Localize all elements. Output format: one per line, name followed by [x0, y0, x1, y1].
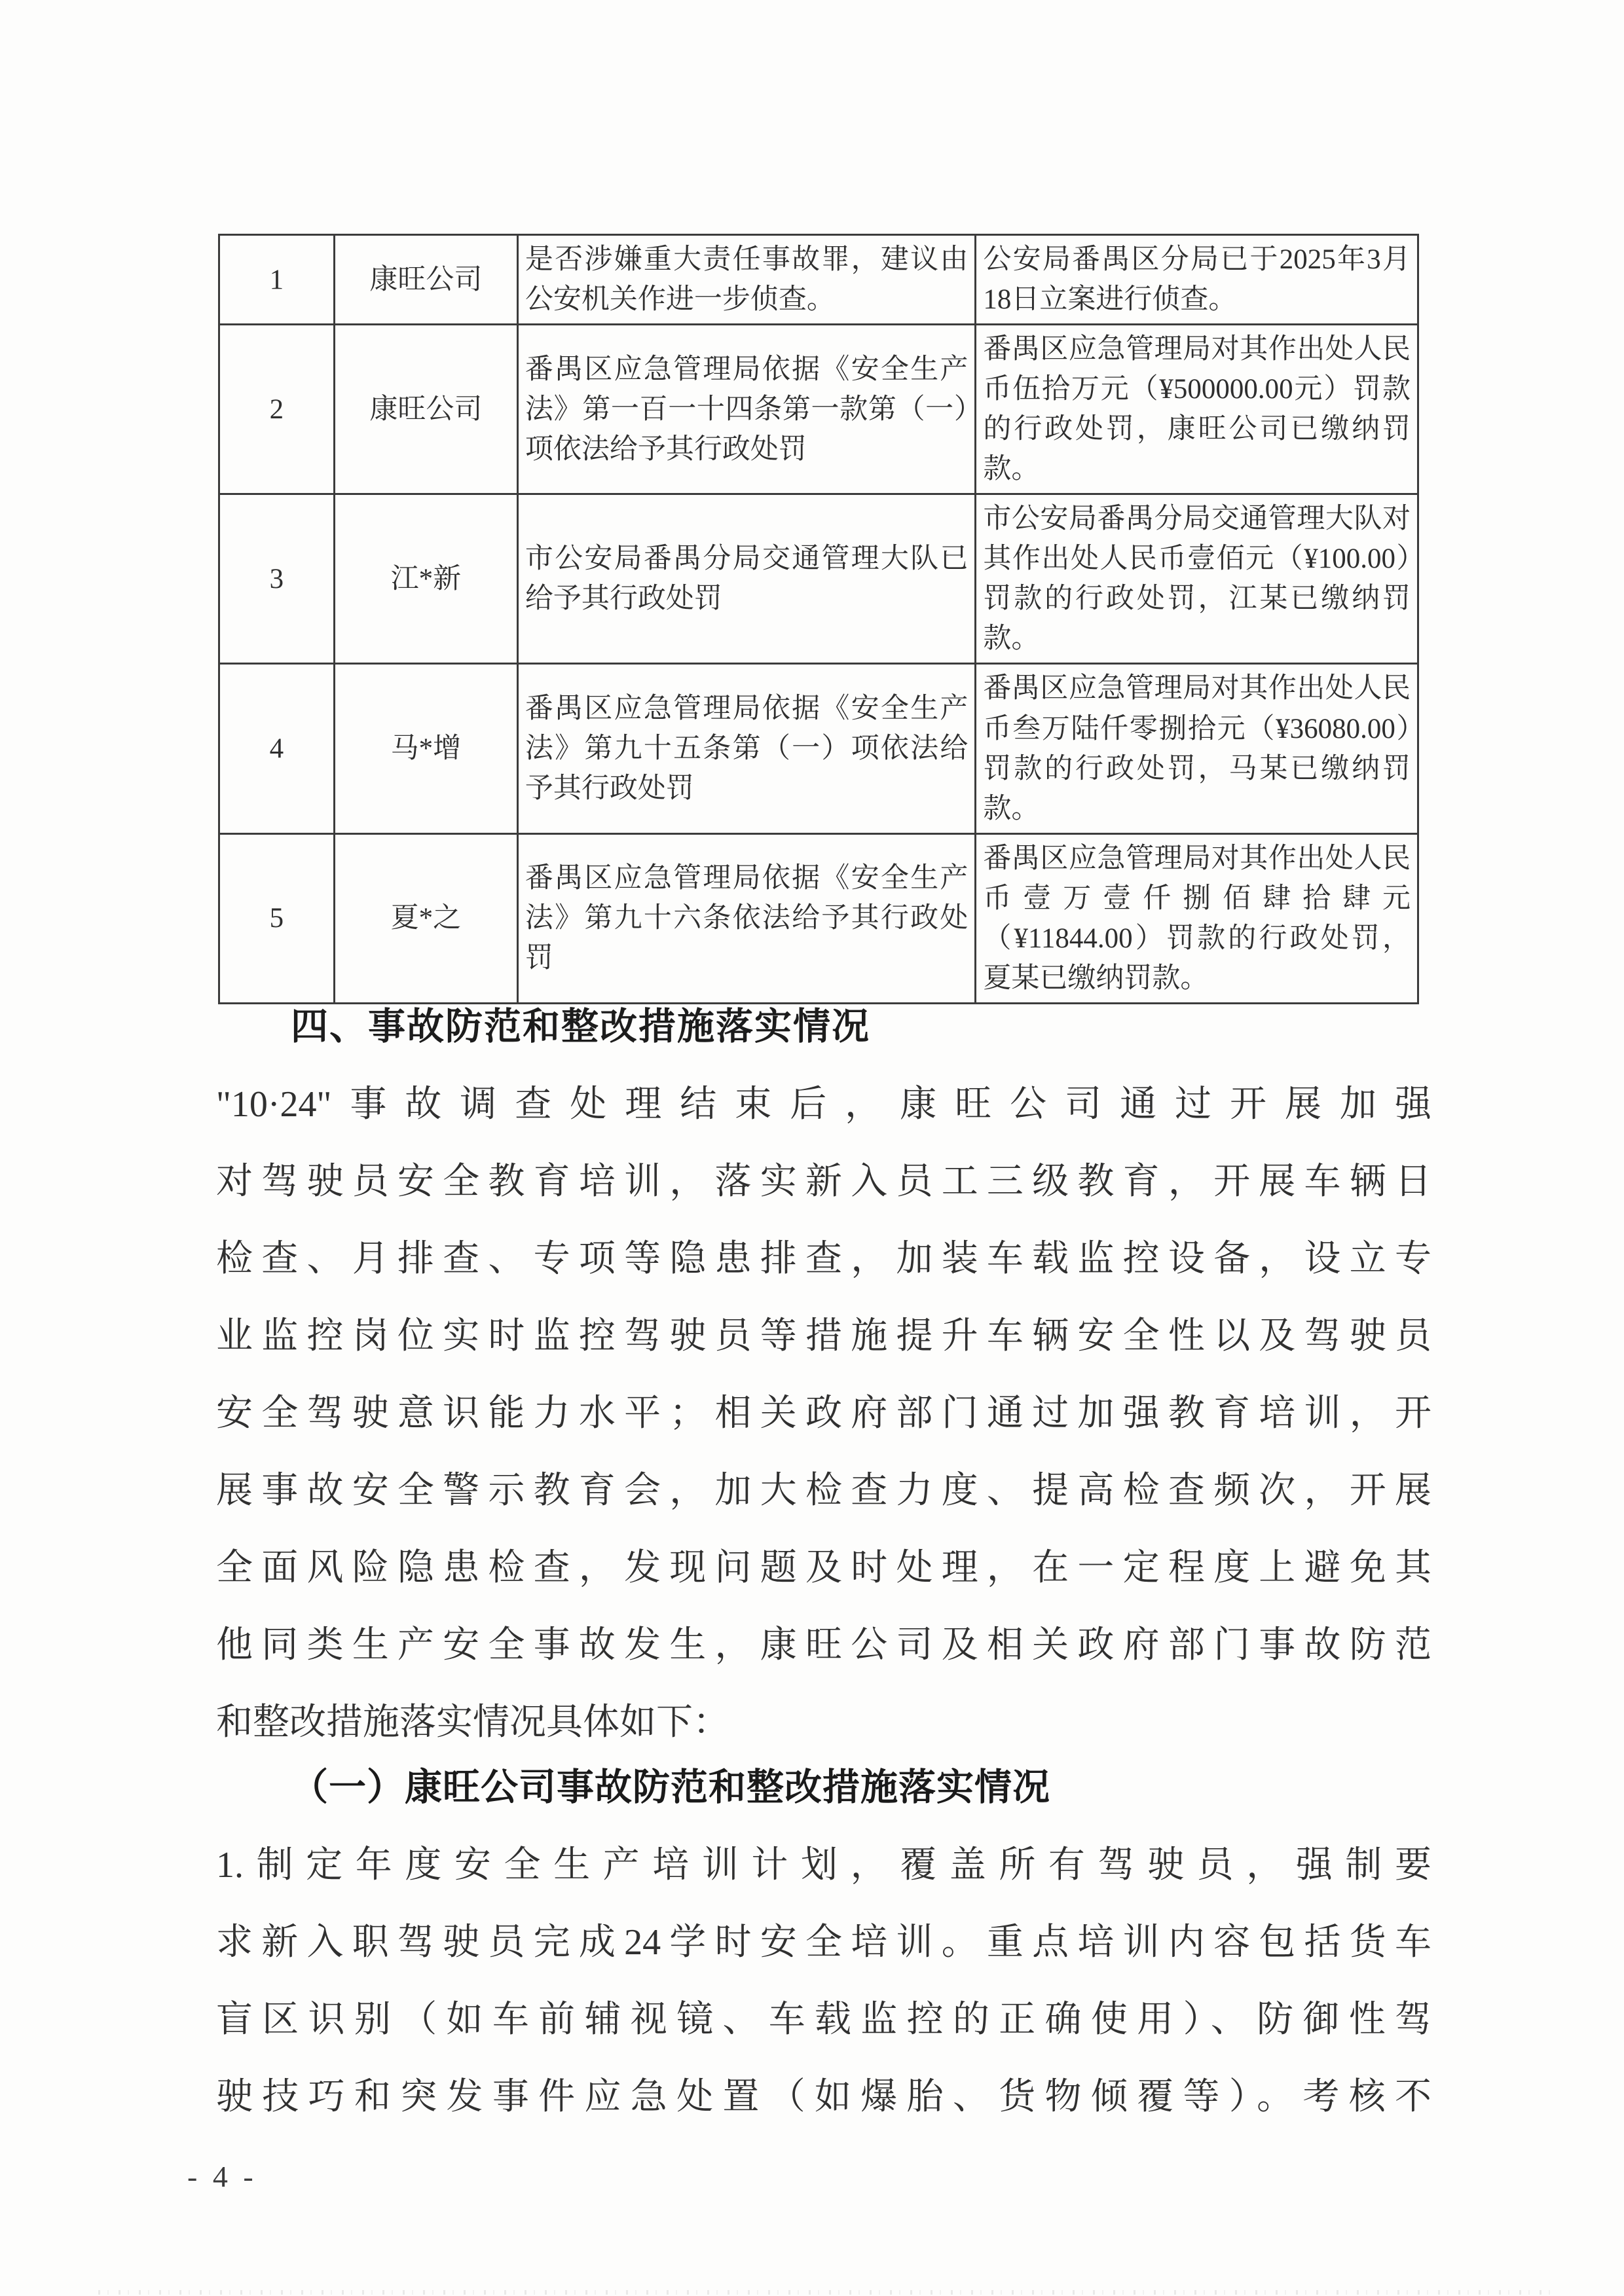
- page-bottom-scan-artifact: [98, 2290, 1559, 2295]
- cell-party-name: 马*增: [334, 664, 517, 833]
- table-row: [219, 325, 1418, 494]
- subsection-heading-1: （一）康旺公司事故防范和整改措施落实情况: [291, 1767, 1050, 1808]
- body-line: 他同类生产安全事故发生，康旺公司及相关政府部门事故防范: [216, 1625, 1431, 1666]
- paragraph-company-measures: [216, 1827, 1431, 2136]
- body-line: 驶技巧和突发事件应急处置（如爆胎、货物倾覆等）。考核不: [216, 2077, 1431, 2117]
- body-line: 求新入职驾驶员完成24学时安全培训。重点培训内容包括货车: [216, 1922, 1431, 1963]
- table-row: [219, 235, 1418, 325]
- body-line: 展事故安全警示教育会，加大检查力度、提高检查频次，开展: [216, 1470, 1431, 1511]
- cell-row-number: 1: [219, 235, 335, 325]
- cell-party-name: 江*新: [334, 494, 517, 664]
- body-line: 业监控岗位实时监控驾驶员等措施提升车辆安全性以及驾驶员: [216, 1316, 1431, 1357]
- table-row: [219, 833, 1418, 1003]
- body-line: 1.制定年度安全生产培训计划，覆盖所有驾驶员，强制要: [216, 1845, 1431, 1886]
- cell-handling-basis: 番禺区应急管理局依据《安全生产法》第九十六条依法给予其行政处罚: [517, 833, 975, 1003]
- table-row: [219, 494, 1418, 664]
- cell-handling-basis: 番禺区应急管理局依据《安全生产法》第九十五条第（一）项依法给予其行政处罚: [517, 664, 975, 833]
- cell-party-name: 夏*之: [334, 833, 517, 1003]
- cell-handling-result: 番禺区应急管理局对其作出处人民币叁万陆仟零捌拾元（¥36080.00）罚款的行政处罚，马某已缴纳罚款。: [976, 664, 1418, 833]
- cell-row-number: 3: [219, 494, 335, 664]
- page-number: - 4 -: [187, 2160, 257, 2193]
- cell-handling-basis: 是否涉嫌重大责任事故罪，建议由公安机关作进一步侦查。: [517, 235, 975, 325]
- body-line: 全面风险隐患检查，发现问题及时处理，在一定程度上避免其: [216, 1548, 1431, 1588]
- cell-handling-basis: 市公安局番禺分局交通管理大队已给予其行政处罚: [517, 494, 975, 664]
- body-line: 盲区识别（如车前辅视镜、车载监控的正确使用）、防御性驾: [216, 1999, 1431, 2040]
- cell-handling-basis: 番禺区应急管理局依据《安全生产法》第一百一十四条第一款第（一）项依法给予其行政处罚: [517, 325, 975, 494]
- penalty-table: [218, 234, 1419, 1004]
- body-line: 检查、月排查、专项等隐患排查，加装车载监控设备，设立专: [216, 1239, 1431, 1279]
- body-line: 安全驾驶意识能力水平；相关政府部门通过加强教育培训，开: [216, 1393, 1431, 1434]
- cell-handling-result: 公安局番禺区分局已于2025年3月18日立案进行侦查。: [976, 235, 1418, 325]
- paragraph-prevention-overview: [216, 1066, 1431, 1761]
- section-heading-4: 四、事故防范和整改措施落实情况: [291, 1006, 870, 1048]
- body-line: "10·24"事故调查处理结束后，康旺公司通过开展加强: [216, 1084, 1431, 1125]
- cell-row-number: 5: [219, 833, 335, 1003]
- penalty-table-body: [219, 235, 1418, 1004]
- body-line: 和整改措施落实情况具体如下：: [216, 1702, 729, 1743]
- body-line: 对驾驶员安全教育培训，落实新入员工三级教育，开展车辆日: [216, 1161, 1431, 1202]
- cell-handling-result: 市公安局番禺分局交通管理大队对其作出处人民币壹佰元（¥100.00）罚款的行政处罚，江某已缴纳罚款。: [976, 494, 1418, 664]
- cell-row-number: 2: [219, 325, 335, 494]
- cell-handling-result: 番禺区应急管理局对其作出处人民币壹万壹仟捌佰肆拾肆元（¥11844.00）罚款的行政处罚，夏某已缴纳罚款。: [976, 833, 1418, 1003]
- cell-party-name: 康旺公司: [334, 235, 517, 325]
- cell-party-name: 康旺公司: [334, 325, 517, 494]
- cell-row-number: 4: [219, 664, 335, 833]
- table-row: [219, 664, 1418, 833]
- cell-handling-result: 番禺区应急管理局对其作出处人民币伍拾万元（¥500000.00元）罚款的行政处罚，康旺公司已缴纳罚款。: [976, 325, 1418, 494]
